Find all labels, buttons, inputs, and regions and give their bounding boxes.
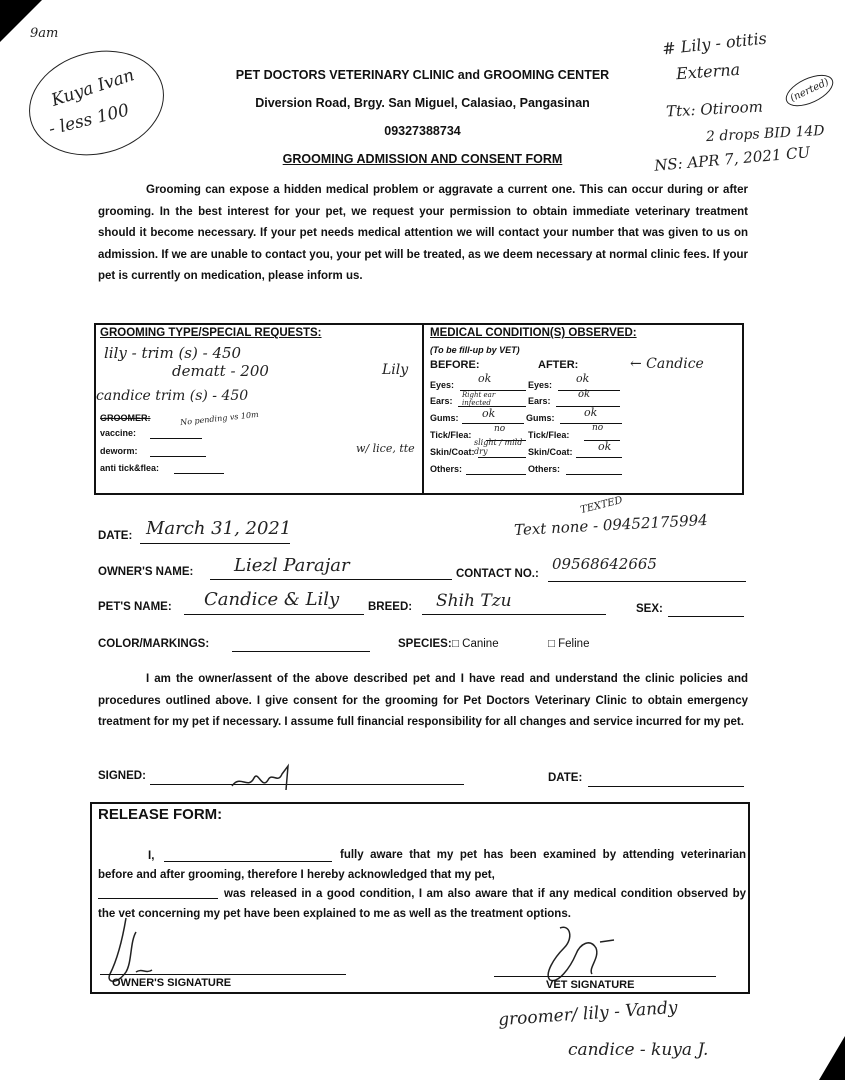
- vet-signature-line: [494, 976, 716, 977]
- gums-before-value: ok: [482, 407, 496, 420]
- skin-after-label: Skin/Coat:: [528, 447, 573, 457]
- owner-name-value: Liezl Parajar: [234, 555, 350, 576]
- breed-line: [422, 614, 606, 615]
- candice-note: ← Candice: [630, 356, 704, 372]
- release-text-2: fully aware that my pet has been examined by attending veterinarian before and after grooming, therefore I hereby acknowledged that my pet,: [98, 849, 746, 881]
- signed-line: [150, 784, 464, 785]
- tick-after-label: Tick/Flea:: [528, 430, 570, 440]
- handwritten-note-kuya: Kuya Ivan: [49, 65, 137, 111]
- date-label: DATE:: [98, 530, 133, 542]
- date-line: [140, 543, 290, 544]
- consent-paragraph: I am the owner/assent of the above described pet and I have read and understand the clinic policies and procedures outlined above. I give consent for the grooming for Pet Doctors Veterinary Clinic to obtain emergency treatment for my pet if necessary. I assume full financial responsibility for all changes and service incurred for my pet.: [98, 673, 748, 728]
- text-none-note: Text none - 09452175994: [513, 510, 709, 540]
- others-after-line: [566, 474, 622, 475]
- canine-checkbox[interactable]: □ Canine: [452, 638, 499, 650]
- owner-signature-label: OWNER'S SIGNATURE: [112, 977, 232, 989]
- lily-note: Lily: [382, 362, 409, 378]
- owner-signature-scribble: [228, 760, 298, 794]
- signed-date-label: DATE:: [548, 772, 583, 784]
- signed-date-line: [588, 786, 744, 787]
- tick-before-value: no: [494, 424, 506, 434]
- gums-after-line: [560, 423, 622, 424]
- gums-before-label: Gums:: [430, 413, 459, 423]
- intro-paragraph: Grooming can expose a hidden medical problem or aggravate a current one. This can occur during or after grooming. In the best interest for your pet, we request your permission to obtain immediate veterinary treatment should it become necessary. If your pet needs medical attention we will contact your number that was given to us on admission. If we are unable to contact you, your pet will be treated, as we deem necessary at normal clinic fees. If your pet is currently on medication, please inform us.: [98, 184, 748, 282]
- antitick-label: anti tick&flea:: [100, 463, 160, 473]
- skin-before-line: [478, 457, 526, 458]
- handwritten-time: 9am: [30, 26, 59, 41]
- grooming-line-3: candice trim (s) - 450: [96, 388, 249, 404]
- breed-value: Shih Tzu: [436, 591, 512, 611]
- eyes-after-label: Eyes:: [528, 380, 553, 390]
- clinic-name: PET DOCTORS VETERINARY CLINIC and GROOMING CENTER: [235, 68, 610, 82]
- release-text-1: I,: [148, 850, 155, 862]
- pet-name-value: Candice & Lily: [204, 589, 340, 610]
- skin-before-value: slight / mild dry: [474, 438, 523, 456]
- ears-after-label: Ears:: [528, 396, 551, 406]
- sex-line: [668, 616, 744, 617]
- vaccine-line: [150, 438, 202, 439]
- deworm-label: deworm:: [100, 446, 138, 456]
- release-form-title: RELEASE FORM:: [98, 806, 223, 823]
- with-note: w/ lice, tte: [356, 442, 415, 455]
- release-text-3: was released in a good condition, I am also aware that if any medical condition observed by the vet concerning my pet have been explained to me as well as the treatment options.: [98, 888, 746, 920]
- gums-after-value: ok: [584, 406, 598, 419]
- medical-box-title: MEDICAL CONDITION(S) OBSERVED:: [430, 327, 637, 339]
- owner-name-label: OWNER'S NAME:: [98, 566, 194, 578]
- pet-name-line: [184, 614, 364, 615]
- after-label: AFTER:: [538, 359, 579, 371]
- grooming-line-2: dematt - 200: [172, 362, 269, 380]
- handwritten-diagnosis-2: Externa: [675, 59, 741, 84]
- pet-name-label: PET'S NAME:: [98, 601, 172, 613]
- groomer-label: GROOMER:: [100, 413, 151, 423]
- tick-before-label: Tick/Flea:: [430, 430, 472, 440]
- skin-after-line: [576, 457, 622, 458]
- handwritten-treatment-1: Ttx: Otiroom: [665, 97, 764, 121]
- antitick-line: [174, 473, 224, 474]
- handwritten-diagnosis-1: # Lily - otitis: [661, 28, 768, 59]
- sex-label: SEX:: [636, 603, 663, 615]
- eyes-before-label: Eyes:: [430, 380, 455, 390]
- ears-after-value: ok: [578, 389, 591, 400]
- groomer-note-1: groomer/ lily - Vandy: [497, 997, 679, 1031]
- eyes-after-value: ok: [576, 372, 590, 385]
- others-before-line: [466, 474, 526, 475]
- vet-signature-label: VET SIGNATURE: [546, 979, 635, 991]
- form-title: GROOMING ADMISSION AND CONSENT FORM: [282, 152, 563, 166]
- others-before-label: Others:: [430, 464, 463, 474]
- corner-mark-bottom-right: [819, 1036, 845, 1080]
- ears-before-value: Right ear infected: [462, 391, 496, 407]
- groomer-note-2: candice - kuya J.: [568, 1040, 709, 1060]
- handwritten-treatment-2: 2 drops BID 14D: [705, 122, 825, 146]
- species-label: SPECIES:: [398, 638, 452, 650]
- texted-note: TEXTED: [579, 494, 624, 517]
- owner-signature-line: [100, 974, 346, 975]
- grooming-line-4: No pending vs 10m: [179, 409, 260, 428]
- others-after-label: Others:: [528, 464, 561, 474]
- contact-value: 09568642665: [552, 555, 657, 573]
- eyes-before-value: ok: [478, 372, 492, 385]
- grooming-box-title: GROOMING TYPE/SPECIAL REQUESTS:: [100, 327, 322, 339]
- color-label: COLOR/MARKINGS:: [98, 638, 210, 650]
- date-value: March 31, 2021: [146, 518, 292, 539]
- clinic-phone: 09327388734: [384, 124, 461, 138]
- clinic-address: Diversion Road, Brgy. San Miguel, Calasiao, Pangasinan: [255, 96, 590, 110]
- contact-line: [548, 581, 746, 582]
- handwritten-circled-note: (nerted): [781, 68, 838, 112]
- signed-label: SIGNED:: [98, 770, 146, 782]
- owner-name-line: [210, 579, 452, 580]
- gums-after-label: Gums:: [526, 413, 555, 423]
- contact-label: CONTACT NO.:: [456, 568, 539, 580]
- before-label: BEFORE:: [430, 359, 480, 371]
- skin-after-value: ok: [598, 440, 612, 453]
- deworm-line: [150, 456, 206, 457]
- handwritten-note-less: - less 100: [46, 100, 132, 140]
- ears-before-label: Ears:: [430, 396, 453, 406]
- breed-label: BREED:: [368, 601, 413, 613]
- skin-before-label: Skin/Coat:: [430, 447, 475, 457]
- handwritten-recheck: NS: APR 7, 2021 CU: [653, 143, 811, 175]
- vaccine-label: vaccine:: [100, 428, 137, 438]
- color-line: [232, 651, 370, 652]
- medical-box-subtitle: (To be fill-up by VET): [430, 345, 520, 355]
- gums-before-line: [462, 423, 524, 424]
- feline-checkbox[interactable]: □ Feline: [548, 638, 590, 650]
- tick-after-value: no: [592, 423, 604, 433]
- grooming-line-1: lily - trim (s) - 450: [104, 344, 242, 362]
